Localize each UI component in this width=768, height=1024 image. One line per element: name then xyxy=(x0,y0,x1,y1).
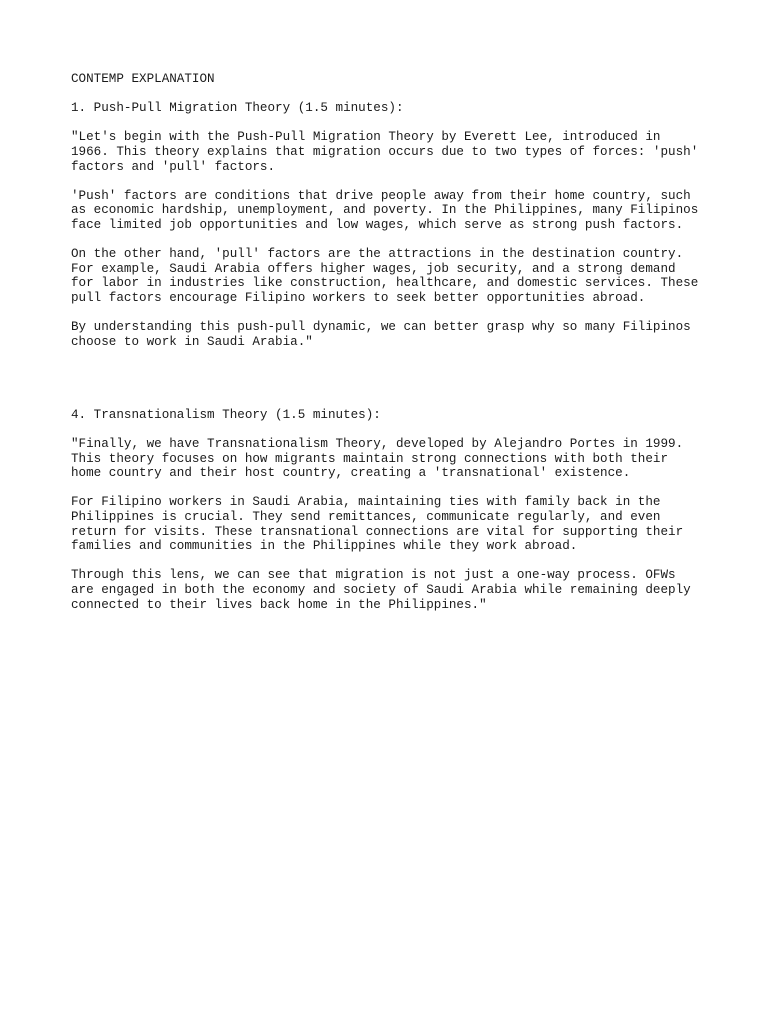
paragraph-line: connected to their lives back home in the Philippines." xyxy=(71,597,487,612)
paragraph-line: factors and 'pull' factors. xyxy=(71,159,276,174)
paragraph-line: "Let's begin with the Push-Pull Migration Theory by Everett Lee, introduced in xyxy=(71,130,661,145)
paragraph-line: "Finally, we have Transnationalism Theory, developed by Alejandro Portes in 1999. xyxy=(71,437,684,452)
paragraph-line: choose to work in Saudi Arabia." xyxy=(71,334,313,349)
paragraph-line: return for visits. These transnational connections are vital for supporting their xyxy=(71,524,684,539)
paragraph-line: pull factors encourage Filipino workers to seek better opportunities abroad. xyxy=(71,290,646,305)
section-1-paragraph-4 xyxy=(71,320,731,349)
document-title-text: CONTEMP EXPLANATION xyxy=(71,72,215,86)
section-4-paragraph-1 xyxy=(71,437,731,481)
section-1-paragraph-3 xyxy=(71,247,731,305)
document-page xyxy=(71,72,731,627)
paragraph-line: On the other hand, 'pull' factors are the attractions in the destination country. xyxy=(71,247,684,262)
paragraph-line: families and communities in the Philippines while they work abroad. xyxy=(71,539,578,554)
paragraph-line: For Filipino workers in Saudi Arabia, maintaining ties with family back in the xyxy=(71,495,661,510)
paragraph-line: Through this lens, we can see that migration is not just a one-way process. OFWs xyxy=(71,568,676,583)
paragraph-line: face limited job opportunities and low wages, which serve as strong push factors. xyxy=(71,217,684,232)
paragraph-line: This theory focuses on how migrants maintain strong connections with both their xyxy=(71,451,669,466)
section-4-paragraph-2 xyxy=(71,495,731,553)
paragraph-line: By understanding this push-pull dynamic, we can better grasp why so many Filipinos xyxy=(71,320,691,335)
paragraph-line: home country and their host country, creating a 'transnational' existence. xyxy=(71,466,631,481)
section-spacer xyxy=(71,364,731,408)
section-1-heading xyxy=(71,101,731,116)
paragraph-line: are engaged in both the economy and society of Saudi Arabia while remaining deeply xyxy=(71,583,691,597)
document-title xyxy=(71,72,731,87)
section-1-paragraph-2 xyxy=(71,189,731,233)
section-1-heading-text: 1. Push-Pull Migration Theory (1.5 minutes): xyxy=(71,101,404,116)
paragraph-line: Philippines is crucial. They send remittances, communicate regularly, and even xyxy=(71,510,661,525)
paragraph-line: for labor in industries like construction, healthcare, and domestic services. These xyxy=(71,276,699,291)
section-1-paragraph-1 xyxy=(71,130,731,174)
paragraph-line: 'Push' factors are conditions that drive people away from their home country, such xyxy=(71,188,691,203)
paragraph-line: 1966. This theory explains that migration occurs due to two types of forces: 'push' xyxy=(71,144,699,159)
section-4-heading xyxy=(71,408,731,423)
paragraph-line: For example, Saudi Arabia offers higher wages, job security, and a strong demand xyxy=(71,261,676,276)
section-4-heading-text: 4. Transnationalism Theory (1.5 minutes): xyxy=(71,407,381,422)
section-4-paragraph-3 xyxy=(71,568,731,612)
paragraph-line: as economic hardship, unemployment, and poverty. In the Philippines, many Filipinos xyxy=(71,203,699,218)
